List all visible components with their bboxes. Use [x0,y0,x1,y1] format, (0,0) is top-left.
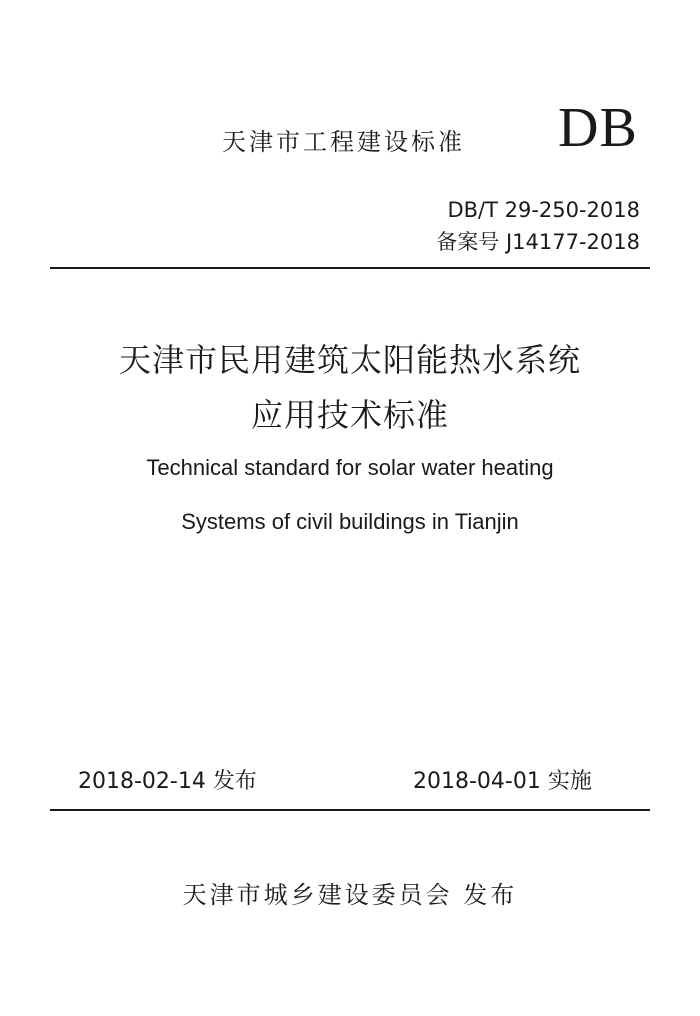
title-zh-line1: 天津市民用建筑太阳能热水系统 [118,341,581,379]
top-divider [50,267,650,269]
series-name: 天津市工程建设标准 [222,128,465,156]
standard-code: DB/T 29-250-2018 [447,198,640,222]
bottom-divider [50,809,650,811]
implementation-date: 2018-04-01 实施 [413,769,592,794]
title-zh-line2: 应用技术标准 [250,396,449,434]
title-en-line1: Technical standard for solar water heating [146,455,554,480]
db-mark-logo: DB [558,97,638,159]
title-en-line2: Systems of civil buildings in Tianjin [181,509,519,534]
issue-date: 2018-02-14 发布 [78,769,257,794]
publisher: 天津市城乡建设委员会 发布 [182,881,518,909]
filing-number: 备案号 J14177-2018 [436,230,640,254]
